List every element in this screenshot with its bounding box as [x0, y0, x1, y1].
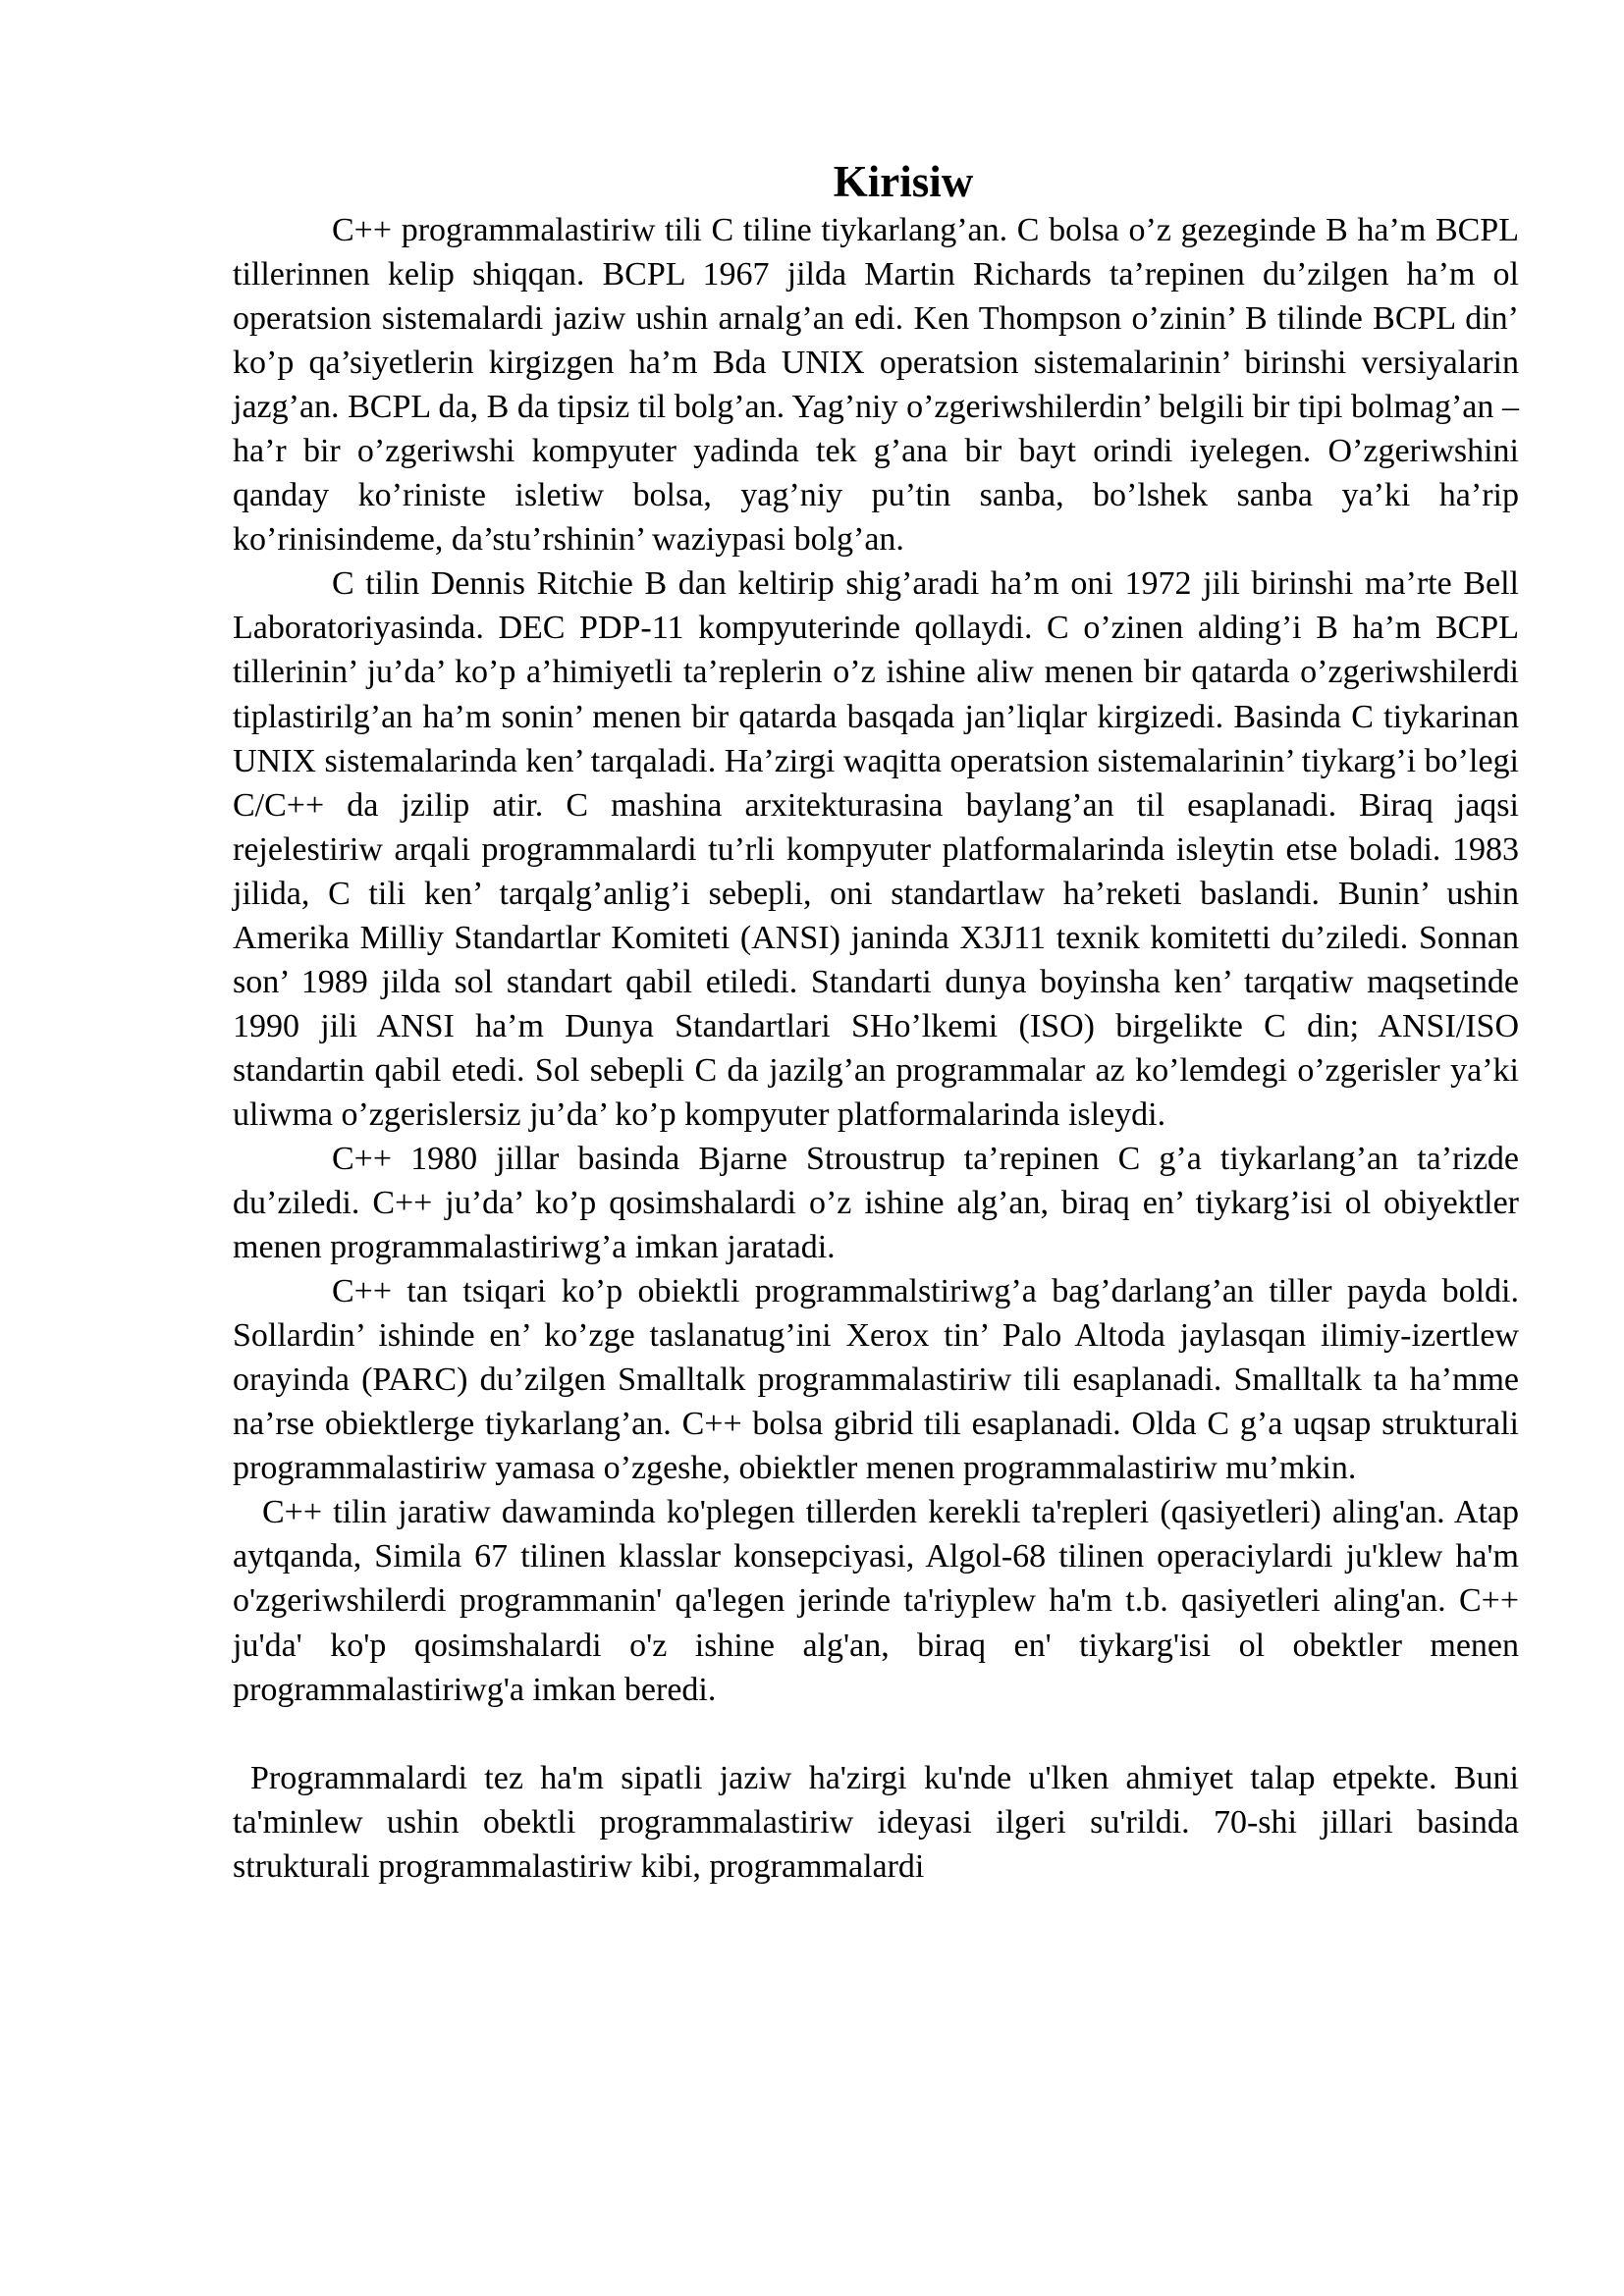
paragraph-4: C++ tan tsiqari ko’p obiektli programmalstiriwg’a bag’darlang’an tiller payda boldi. Sollardin’ ishinde en’ ko’zge taslanatug’ini Xerox tin’ Palo Altoda jaylasqan ilimiy-izertlew orayinda (PARC) du’zilgen Smalltalk programmalastiriw tili esaplanadi. Smalltalk ta ha’mme na’rse obiektlerge tiykarlang’an. C++ bolsa gibrid tili esaplanadi. Olda C g’a uqsap strukturali programmalastiriw yamasa o’zgeshe, obiektler menen programmalastiriw mu’mkin. — [233, 1273, 1519, 1487]
paragraph-6: Programmalardi tez ha'm sipatli jaziw ha'zirgi ku'nde u'lken ahmiyet talap etpekte. Buni ta'minlew ushin obektli programmalastiriw ideyasi ilgeri su'rildi. 70-shi jillari basinda strukturali programmalastiriw kibi, programmalardi — [233, 1759, 1519, 1885]
page-title: Kirisiw — [833, 157, 974, 206]
paragraph-3: C++ 1980 jillar basinda Bjarne Stroustrup ta’repinen C g’a tiykarlang’an ta’rizde du’ziledi. C++ ju’da’ ko’p qosimshalardi o’z ishine alg’an, biraq en’ tiykarg’isi ol obiyektler menen programmalastiriwg’a imkan jaratadi. — [233, 1140, 1519, 1266]
paragraph-1: C++ programmalastiriw tili C tiline tiykarlang’an. C bolsa o’z gezeginde B ha’m BCPL tillerinnen kelip shiqqan. BCPL 1967 jilda Martin Richards ta’repinen du’zilgen ha’m ol operatsion sistemalardi jaziw ushin arnalg’an edi. Ken Thompson o’zinin’ B tilinde BCPL din’ ko’p qa’siyetlerin kirgizgen ha’m Bda UNIX operatsion sistemalarinin’ birinshi versiyalarin jazg’an. BCPL da, B da tipsiz til bolg’an. Yag’niy o’zgeriwshilerdin’ belgili bir tipi bolmag’an – ha’r bir o’zgeriwshi kompyuter yadinda tek g’ana bir bayt orindi iyelegen. O’zgeriwshini qanday ko’riniste isletiw bolsa, yag’niy pu’tin sanba, bo’lshek sanba ya’ki ha’rip ko’rinisindeme, da’stu’rshinin’ waziypasi bolg’an. — [233, 212, 1519, 559]
paragraph-spacer — [233, 1712, 1519, 1756]
document-page — [233, 157, 1519, 1889]
paragraph-5: C++ tilin jaratiw dawaminda ko'plegen tillerden kerekli ta'repleri (qasiyetleri) aling'an. Atap aytqanda, Simila 67 tilinen klasslar konsepciyasi, Algol-68 tilinen operaciylardi ju'klew ha'm o'zgeriwshilerdi programmanin' qa'legen jerinde ta'riyplew ha'm t.b. qasiyetleri aling'an. C++ ju'da' ko'p qosimshalardi o'z ishine alg'an, biraq en' tiykarg'isi ol obektler menen programmalastiriwg'a imkan beredi. — [233, 1494, 1519, 1708]
paragraph-2: C tilin Dennis Ritchie B dan keltirip shig’aradi ha’m oni 1972 jili birinshi ma’rte Bell Laboratoriyasinda. DEC PDP-11 kompyuterinde qollaydi. C o’zinen alding’i B ha’m BCPL tillerinin’ ju’da’ ko’p a’himiyetli ta’replerin o’z ishine aliw menen bir qatarda o’zgeriwshilerdi tiplastirilg’an ha’m sonin’ menen bir qatarda basqada jan’liqlar kirgizedi. Basinda C tiykarinan UNIX sistemalarinda ken’ tarqaladi. Ha’zirgi waqitta operatsion sistemalarinin’ tiykarg’i bo’legi C/C++ da jzilip atir. C mashina arxitekturasina baylang’an til esaplanadi. Biraq jaqsi rejelestiriw arqali programmalardi tu’rli kompyuter platformalarinda isleytin etse boladi. 1983 jilida, C tili ken’ tarqalg’anlig’i sebepli, oni standartlaw ha’reketi baslandi. Bunin’ ushin Amerika Milliy Standartlar Komiteti (ANSI) janinda X3J11 texnik komitetti du’ziledi. Sonnan son’ 1989 jilda sol standart qabil etiledi. Standarti dunya boyinsha ken’ tarqatiw maqsetinde 1990 jili ANSI ha’m Dunya Standartlari SHo’lkemi (ISO) birgelikte C din; ANSI/ISO standartin qabil etedi. Sol sebepli C da jazilg’an programmalar az ko’lemdegi o’zgerisler ya’ki uliwma o’zgerislersiz ju’da’ ko’p kompyuter platformalarinda isleydi. — [233, 565, 1519, 1133]
